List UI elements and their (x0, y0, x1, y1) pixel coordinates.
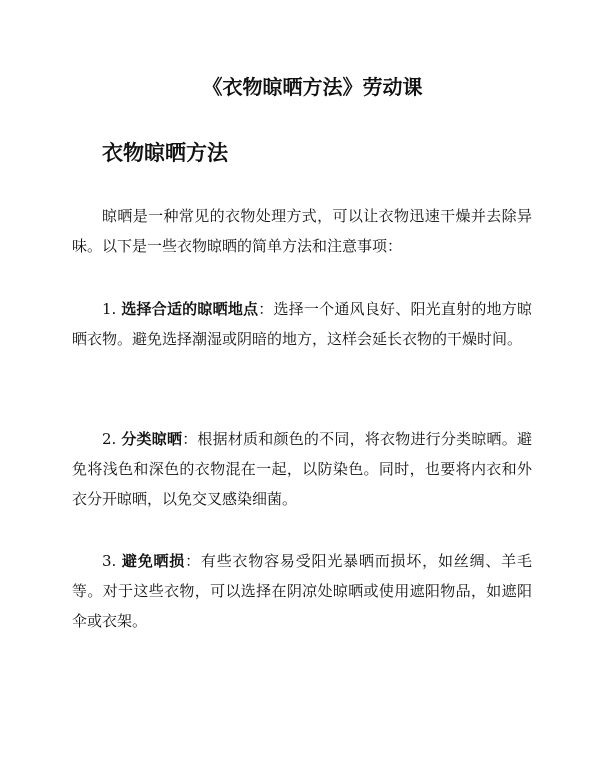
item-number: 3. (102, 552, 122, 570)
item-number: 2. (102, 430, 122, 448)
intro-paragraph: 晾晒是一种常见的衣物处理方式，可以让衣物迅速干燥并去除异味。以下是一些衣物晾晒的简单方法和注意事项： (72, 207, 532, 255)
section-heading: 衣物晾晒方法 (102, 141, 228, 165)
document-title: 《衣物晾晒方法》劳动课 (202, 75, 423, 99)
item-label: 分类晾晒 (121, 430, 183, 448)
item-text: ：根据材质和颜色的不同，将衣物进行分类晾晒。避免将浅色和深色的衣物混在一起，以防染色。同时，也要将内衣和外衣分开晾晒，以免交叉感染细菌。 (72, 430, 532, 508)
item-text: ：选择一个通风良好、阳光直射的地方晾晒衣物。避免选择潮湿或阴暗的地方，这样会延长衣物的干燥时间。 (72, 300, 532, 348)
item-text: ：有些衣物容易受阳光暴晒而损坏，如丝绸、羊毛等。对于这些衣物，可以选择在阴凉处晾晒或使用遮阳物品，如遮阳伞或衣架。 (72, 552, 532, 630)
item-label: 避免晒损 (121, 552, 186, 570)
item-number: 1. (102, 300, 122, 318)
item-label: 选择合适的晾晒地点 (121, 300, 259, 318)
list-item (72, 294, 532, 354)
list-item (72, 546, 532, 636)
list-item (72, 424, 532, 514)
